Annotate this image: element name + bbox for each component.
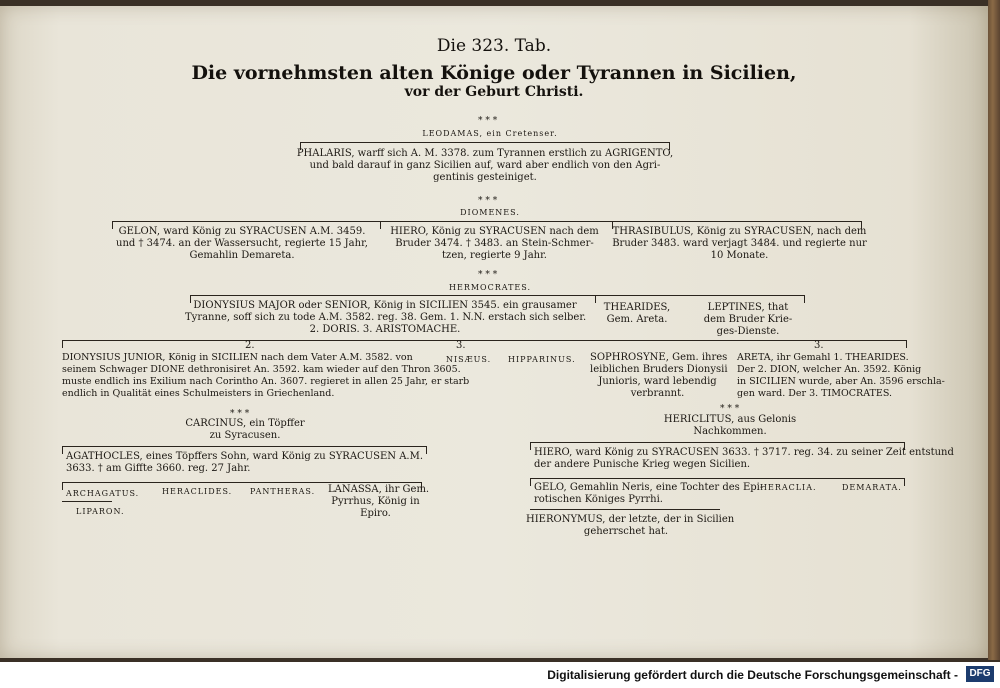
- node-line: in SICILIEN wurde, aber An. 3596 erschla-: [737, 376, 945, 387]
- node-line: Tyranne, soff sich zu tode A.M. 3582. reg. 38. Gem. 1. N.N. erstach sich selber.: [185, 312, 587, 323]
- node-gelo: [534, 482, 763, 506]
- node-line: HERICLITUS, aus Gelonis: [663, 414, 797, 425]
- branch-line: [112, 221, 862, 222]
- node-line: tzen, regierte 9 Jahr.: [442, 250, 547, 261]
- node-line: endlich in Qualität eines Schulmeisters in Griechenland.: [62, 388, 335, 399]
- node-line: gen ward. Der 3. TIMOCRATES.: [737, 388, 893, 399]
- branch-tick: [530, 478, 531, 486]
- node-hiero-2: [534, 447, 954, 471]
- stars-ornament: * * *: [478, 116, 498, 126]
- node-line: HIERO, König zu SYRACUSEN nach dem: [390, 226, 599, 237]
- footer-bar: [0, 662, 1000, 688]
- footer-credit: Digitalisierung gefördert durch die Deutsche Forschungsgemeinschaft -: [547, 668, 958, 682]
- node-line: ges-Dienste.: [716, 326, 780, 337]
- branch-tick: [904, 478, 905, 486]
- node-diomenes: DIOMENES.: [460, 208, 520, 217]
- marriage-number: 3.: [814, 340, 824, 351]
- node-liparon: LIPARON.: [76, 507, 125, 516]
- branch-line: [530, 509, 720, 510]
- node-line: Pyrrhus, König in: [331, 496, 420, 507]
- node-line: leiblichen Bruders Dionysii: [590, 364, 728, 375]
- node-line: Nachkommen.: [693, 426, 767, 437]
- node-heraclia: HERACLIA.: [760, 483, 817, 492]
- branch-tick: [906, 340, 907, 348]
- node-thrasibulus: [612, 226, 867, 262]
- node-line: LEPTINES, that: [707, 302, 789, 313]
- node-line: rotischen Königes Pyrrhi.: [534, 494, 663, 505]
- node-line: LANASSA, ihr Gem.: [328, 484, 430, 495]
- node-line: muste endlich ins Exilium nach Corintho An. 3607. regieret in allen 25 Jahr, er starb: [62, 376, 470, 387]
- branch-line: [530, 442, 905, 443]
- branch-tick: [530, 442, 531, 450]
- node-line: THRASIBULUS, König zu SYRACUSEN, nach dem: [612, 226, 867, 237]
- stars-ornament: * * *: [720, 404, 740, 414]
- node-line: seinem Schwager DIONE dethronisiret An. 3592. kam wieder auf den Thron 3605.: [62, 364, 461, 375]
- node-hiero-1: [382, 226, 607, 262]
- branch-line: [62, 482, 422, 483]
- node-line: DIONYSIUS MAJOR oder SENIOR, König in SICILIEN 3545. ein grausamer: [193, 300, 577, 311]
- node-line: DIONYSIUS JUNIOR, König in SICILIEN nach dem Vater A.M. 3582. von: [62, 352, 413, 363]
- node-line: Der 2. DION, welcher An. 3592. König: [737, 364, 922, 375]
- node-line: Epiro.: [360, 508, 391, 519]
- node-line: GELON, ward König zu SYRACUSEN A.M. 3459.: [118, 226, 366, 237]
- node-lanassa: [328, 484, 430, 520]
- node-archagatus: ARCHAGATUS.: [66, 489, 140, 498]
- node-line: dem Bruder Krie-: [703, 314, 793, 325]
- node-hipparinus: HIPPARINUS.: [508, 355, 576, 364]
- node-demarata: DEMARATA.: [842, 483, 902, 492]
- branch-line: [62, 446, 427, 447]
- node-line: und † 3474. an der Wassersucht, regierte 15 Jahr,: [116, 238, 368, 249]
- node-line: geherrschet hat.: [583, 526, 669, 537]
- node-leptines: [688, 302, 808, 338]
- node-hericlitus: [650, 414, 810, 438]
- node-nisaeus: NISÆUS.: [446, 355, 492, 364]
- branch-line: [190, 295, 805, 296]
- node-hermocrates: HERMOCRATES.: [449, 283, 531, 292]
- node-line: ARETA, ihr Gemahl 1. THEARIDES.: [737, 352, 909, 363]
- branch-tick: [62, 340, 63, 348]
- node-line: AGATHOCLES, eines Töpffers Sohn, ward König zu SYRACUSEN A.M.: [66, 451, 424, 462]
- branch-tick: [426, 446, 427, 454]
- marriage-number: 2.: [245, 340, 255, 351]
- node-thearides: [592, 302, 682, 326]
- node-line: HIERO, ward König zu SYRACUSEN 3633. † 3717. reg. 34. zu seiner Zeit entstund: [534, 447, 954, 458]
- node-leodamas: LEODAMAS, ein Cretenser.: [422, 129, 558, 138]
- node-phalaris: [290, 148, 680, 184]
- node-line: GELO, Gemahlin Neris, eine Tochter des Epi-: [534, 482, 764, 493]
- node-carcinus: [170, 418, 320, 442]
- branch-tick: [380, 221, 381, 229]
- branch-line: [62, 501, 112, 502]
- node-line: 10 Monate.: [710, 250, 769, 261]
- node-pantheras: PANTHERAS.: [250, 487, 316, 496]
- node-line: Junioris, ward lebendig: [598, 376, 717, 387]
- node-line: CARCINUS, ein Töpffer: [185, 418, 305, 429]
- page-subtitle: vor der Geburt Christi.: [404, 84, 584, 100]
- stars-ornament: * * *: [230, 409, 250, 419]
- node-line: THEARIDES,: [603, 302, 671, 313]
- stars-ornament: * * *: [478, 270, 498, 280]
- node-line: HIERONYMUS, der letzte, der in Sicilien: [526, 514, 735, 525]
- node-line: verbrannt.: [630, 388, 685, 399]
- node-line: PHALARIS, warff sich A. M. 3378. zum Tyrannen erstlich zu AGRIGENTO,: [296, 148, 674, 159]
- node-line: 3633. † am Giffte 3660. reg. 27 Jahr.: [66, 463, 251, 474]
- node-line: 2. DORIS. 3. ARISTOMACHE.: [309, 324, 461, 335]
- node-dionysius-junior: [62, 352, 469, 400]
- node-sophrosyne: [590, 352, 728, 400]
- stars-ornament: * * *: [478, 196, 498, 206]
- branch-tick: [62, 482, 63, 490]
- node-line: und bald darauf in ganz Sicilien auf, ward aber endlich von den Agri-: [309, 160, 661, 171]
- branch-tick: [62, 446, 63, 454]
- node-dionysius-major: [185, 300, 585, 336]
- node-line: SOPHROSYNE, Gem. ihres: [590, 352, 728, 363]
- plate-number: Die 323. Tab.: [436, 36, 552, 56]
- node-line: der andere Punische Krieg wegen Sicilien.: [534, 459, 751, 470]
- book-page: [0, 6, 988, 658]
- branch-line: [300, 142, 670, 143]
- node-agathocles: [66, 451, 423, 475]
- node-heraclides: HERACLIDES.: [162, 487, 233, 496]
- node-areta: [737, 352, 945, 400]
- marriage-number: 3.: [456, 340, 466, 351]
- node-hieronymus: [526, 514, 735, 538]
- dfg-logo: DFG: [966, 666, 994, 682]
- node-line: zu Syracusen.: [209, 430, 281, 441]
- node-line: Bruder 3474. † 3483. an Stein-Schmer-: [395, 238, 594, 249]
- node-line: Gemahlin Demareta.: [189, 250, 295, 261]
- page-title: Die vornehmsten alten Könige oder Tyrannen in Sicilien,: [191, 62, 797, 84]
- node-line: Bruder 3483. ward verjagt 3484. und regierte nur: [612, 238, 867, 249]
- node-line: gentinis gesteiniget.: [433, 172, 537, 183]
- branch-line: [530, 478, 905, 479]
- branch-line: [62, 340, 907, 341]
- node-gelon: [112, 226, 372, 262]
- node-line: Gem. Areta.: [606, 314, 668, 325]
- book-edge: [988, 0, 1000, 660]
